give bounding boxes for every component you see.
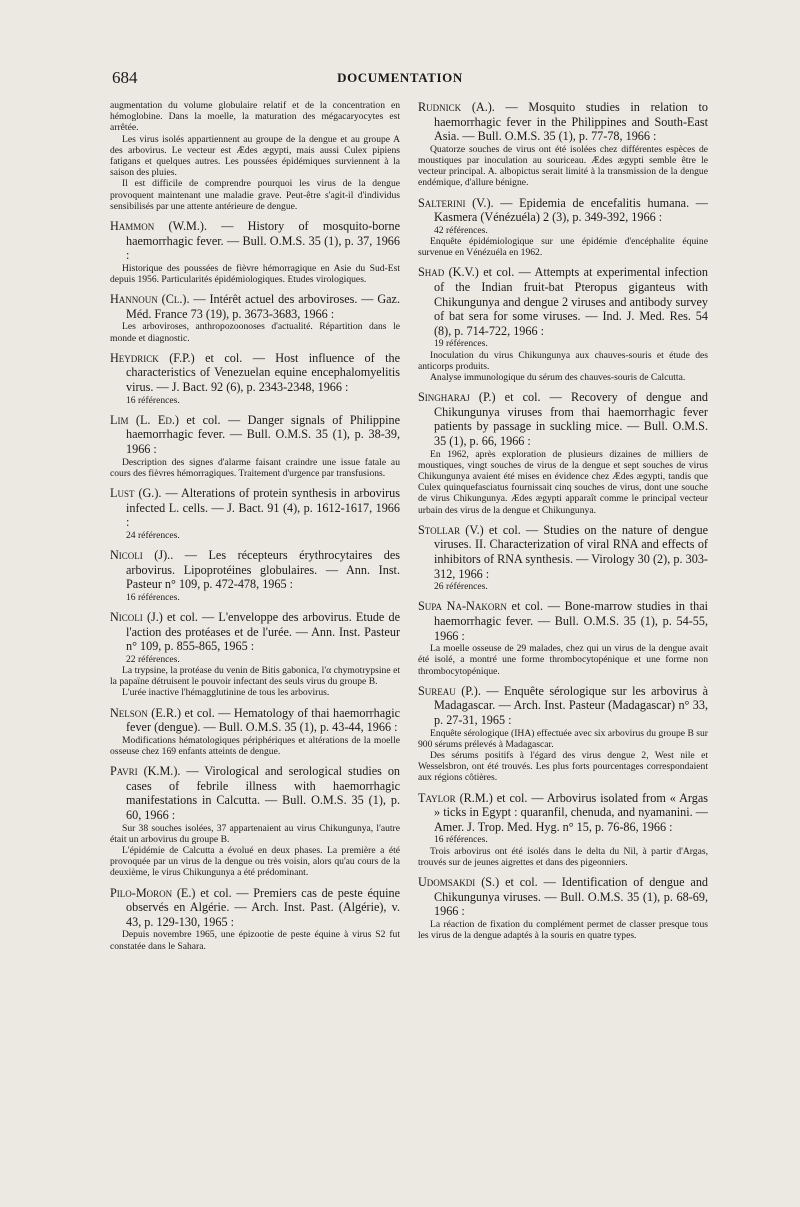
entry-title: et col. — Premiers cas de peste équine observés en Algérie. — Arch. Inst. Past. (Algérie), v. 43, p. 129-130, 1965 : bbox=[126, 885, 401, 929]
bibliography-entry bbox=[418, 684, 708, 784]
entry-abstract: En 1962, après exploration de plusieurs dizaines de milliers de moustiques, vingt souches de virus de la dengue et sept souches de virus Chikungunya avaient été mises en évidence chez Ædes ægypti, tandis que Culex quinquefasciatus fournissait cinq souches de virus, dont une souche de virus Chikungunya. Ædes ægypti apparaît comme le principal vecteur urbain des virus de la dengue et Chikungunya. bbox=[418, 448, 708, 516]
bibliography-entry bbox=[418, 791, 708, 868]
continuation-paragraph: Il est difficile de comprendre pourquoi les virus de la dengue provoquent maintenant une maladie grave. Peut-être s'agit-il d'individus sensibilisés par une attente antérieure de dengue. bbox=[110, 178, 400, 212]
continuation-paragraph: Les virus isolés appartiennent au groupe de la dengue et au groupe A des arbovirus. Le vecteur est Ædes ægypti, mais aussi Culex pipiens fatigans et quelques autres. Les poussées épidémiques surviennent à la saison des pluies. bbox=[110, 133, 400, 179]
entry-title: et col. — Studies on the nature of dengue viruses. II. Characterization of viral RNA and effects of inhibitors of RNA synthesis. — Virology 30 (2), p. 303-312, 1966 : bbox=[434, 522, 708, 581]
entry-references: 19 références. bbox=[434, 338, 488, 350]
entry-abstract: Sur 38 souches isolées, 37 appartenaient au virus Chikungunya, l'autre était un arbovirus du groupe B. bbox=[110, 822, 400, 845]
entry-author: Udomsakdi (S.) bbox=[418, 874, 500, 889]
entry-references: 16 références. bbox=[126, 591, 180, 603]
entry-abstract: La réaction de fixation du complément permet de classer presque tous les virus de la dengue adaptés à la souris en quatre types. bbox=[418, 918, 708, 941]
bibliography-entry bbox=[110, 219, 400, 285]
entry-citation bbox=[418, 791, 708, 835]
entry-abstract: Enquête sérologique (IHA) effectuée avec six arbovirus du groupe B sur 900 sérums prélevés à Madagascar. bbox=[418, 727, 708, 750]
entry-citation bbox=[110, 413, 400, 457]
entry-title: — Intérêt actuel des arboviroses. — Gaz. Méd. France 73 (19), p. 3673-3683, 1966 : bbox=[126, 292, 401, 321]
entry-title: — History of mosquito-borne haemorrhagic fever. — Bull. O.M.S. 35 (1), p. 37, 1966 : bbox=[126, 219, 400, 263]
entry-citation bbox=[110, 886, 400, 930]
entry-author: Shad (K.V.) bbox=[418, 265, 479, 280]
bibliography-entry bbox=[110, 292, 400, 344]
entry-citation bbox=[418, 523, 708, 581]
entry-abstract: Quatorze souches de virus ont été isolées chez différentes espèces de moustiques par inoculation au souriceau. Ædes ægypti semble être le vecteur principal. A. albopictus serait limité à la transmission de la dengue endémique, d'allure bénigne. bbox=[418, 143, 708, 189]
bibliography-entry bbox=[110, 764, 400, 878]
bibliography-entry bbox=[418, 599, 708, 676]
entry-abstract: Analyse immunologique du sérum des chauves-souris de Calcutta. bbox=[430, 371, 686, 383]
entry-citation bbox=[110, 610, 400, 654]
entry-abstract: Trois arbovirus ont été isolés dans le delta du Nil, à partir d'Argas, trouvés sur de jeunes aigrettes et dans des pigeonniers. bbox=[418, 845, 708, 868]
entry-author: Nicoli (J).. bbox=[110, 547, 174, 562]
entry-citation bbox=[110, 486, 400, 530]
entry-author: Hammon (W.M.). bbox=[110, 219, 208, 234]
running-head: DOCUMENTATION bbox=[337, 70, 463, 85]
entry-references: 24 références. bbox=[126, 529, 180, 541]
bibliography-entry bbox=[418, 196, 708, 259]
entry-abstract: Description des signes d'alarme faisant craindre une issue fatale au cours des fièvres hémorragiques. Traitement d'urgence par transfusions. bbox=[110, 456, 400, 479]
entry-author: Pavri (K.M.). bbox=[110, 764, 181, 779]
entry-abstract: Inoculation du virus Chikungunya aux chauves-souris et étude des anticorps produits. bbox=[418, 349, 708, 372]
entry-author: Nelson (E.R.) bbox=[110, 705, 182, 720]
bibliography-entry bbox=[110, 610, 400, 699]
entry-citation bbox=[418, 100, 708, 144]
entry-title: et col. — Arbovirus isolated from « Argas » ticks in Egypt : quaranfil, chenuda, and nyamanini. — Amer. J. Trop. Med. Hyg. n° 15, p. 76-86, 1966 : bbox=[434, 790, 709, 834]
entry-abstract: Depuis novembre 1965, une épizootie de peste équine à virus S2 fut constatée dans le Sahara. bbox=[110, 929, 400, 952]
entry-title: — Virological and serological studies on cases of febrile illness with haemorrhagic manifestations in Calcutta. — Bull. O.M.S. 35 (1), p. 60, 1966 : bbox=[126, 764, 401, 822]
entry-references: 42 références. bbox=[434, 224, 488, 236]
entry-citation bbox=[110, 292, 400, 321]
entry-title: et col. — Hematology of thai haemorrhagic fever (dengue). — Bull. O.M.S. 35 (1), p. 43-44, 1966 : bbox=[126, 705, 400, 735]
page-number: 684 bbox=[112, 68, 138, 87]
bibliography-entry bbox=[110, 351, 400, 406]
left-column bbox=[110, 100, 400, 959]
entry-author: Supa Na-Nakorn bbox=[418, 599, 507, 614]
right-column bbox=[418, 100, 708, 948]
entry-abstract: La trypsine, la protéase du venin de Bitis gabonica, l'α chymotrypsine et la papaïne détruisent le pouvoir infectant des seuls virus du groupe B. bbox=[110, 664, 400, 688]
entry-references: 16 références. bbox=[126, 394, 180, 406]
left-entries-list bbox=[110, 219, 400, 952]
entry-title: et col. — L'enveloppe des arbovirus. Etude de l'action des protéases et de l'urée. — Ann. Inst. Pasteur n° 109, p. 855-865, 1965 : bbox=[126, 609, 400, 654]
entry-citation bbox=[418, 684, 708, 728]
entry-author: Lust (G.). bbox=[110, 485, 162, 500]
entry-author: Salterini (V.). bbox=[418, 195, 494, 210]
bibliography-entry bbox=[110, 413, 400, 479]
continuation-text bbox=[110, 100, 400, 212]
entry-abstract: La moelle osseuse de 29 malades, chez qui un virus de la dengue avait été isolé, a montré une forme thrombocytopénique et une forme non thrombocytopénique. bbox=[418, 643, 708, 677]
bibliography-entry bbox=[418, 100, 708, 189]
entry-abstract: Les arboviroses, anthropozoonoses d'actualité. Répartition dans le monde et diagnostic. bbox=[110, 321, 400, 344]
entry-abstract: Des sérums positifs à l'égard des virus dengue 2, West nile et Wesselsbron, ont été trouvés. Les plus forts pourcentages correspondaient aux régions côtières. bbox=[418, 749, 708, 784]
entry-author: Lim (L. Ed.) bbox=[110, 412, 179, 427]
entry-title: et col. — Identification of dengue and Chikungunya viruses. — Bull. O.M.S. 35 (1), p. 68-69, 1966 : bbox=[434, 874, 709, 919]
entry-author: Hannoun (Cl.). bbox=[110, 292, 190, 307]
entry-title: — Les récepteurs érythrocytaires des arbovirus. Lipoprotéines globulaires. — Ann. Inst. Pasteur n° 109, p. 472-478, 1965 : bbox=[126, 547, 401, 592]
entry-citation bbox=[418, 875, 708, 919]
entry-title: et col. — Recovery of dengue and Chikungunya viruses from thai haemorrhagic fever patients by passage in suckling mice. — Bull. O.M.S. 35 (1), p. 66, 1966 : bbox=[434, 390, 709, 448]
entry-citation bbox=[418, 265, 708, 338]
entry-author: Rudnick (A.). bbox=[418, 100, 495, 114]
entry-author: Heydrick (F.P.) bbox=[110, 350, 195, 365]
bibliography-entry bbox=[110, 486, 400, 541]
entry-citation bbox=[110, 764, 400, 822]
continuation-paragraph: augmentation du volume globulaire relatif et de la concentration en hémoglobine. Dans la moelle, la maturation des mégacaryocytes est arrêtée. bbox=[110, 100, 400, 134]
entry-references: 26 références. bbox=[434, 581, 488, 593]
bibliography-entry bbox=[110, 886, 400, 952]
entry-citation bbox=[110, 219, 400, 263]
bibliography-entry bbox=[418, 875, 708, 941]
bibliography-entry bbox=[418, 390, 708, 516]
entry-title: — Enquête sérologique sur les arbovirus à Madagascar. — Arch. Inst. Pasteur (Madagascar) n° 33, p. 27-31, 1965 : bbox=[434, 683, 709, 727]
entry-author: Singharaj (P.) bbox=[418, 390, 496, 405]
entry-title: et col. — Attempts at experimental infection of the Indian fruit-bat Pteropus giganteus with Chikungunya and dengue 2 viruses and antibody survey of bat sera for some viruses. — Ind. J. Med. Res. 54 (8), p. 714-722, 1966 : bbox=[434, 265, 708, 338]
entry-abstract: L'épidémie de Calcutta a évolué en deux phases. La première a été provoquée par un virus de la dengue ou très voisin, alors qu'au cours de la deuxième, le virus Chikungunya a été prédominant. bbox=[110, 844, 400, 879]
entry-title: — Alterations of protein synthesis in arbovirus infected L. cells. — J. Bact. 91 (4), p. 1612-1617, 1966 : bbox=[126, 485, 401, 530]
bibliography-entry bbox=[110, 706, 400, 758]
entry-title: — Mosquito studies in relation to haemorrhagic fever in the Philippines and South-East Asia. — Bull. O.M.S. 35 (1), p. 77-78, 1966 : bbox=[434, 100, 709, 144]
entry-author: Nicoli (J.) bbox=[110, 609, 163, 624]
entry-author: Stollar (V.) bbox=[418, 522, 484, 537]
entry-citation bbox=[418, 390, 708, 448]
bibliography-entry bbox=[110, 548, 400, 603]
entry-abstract: Historique des poussées de fièvre hémorragique en Asie du Sud-Est depuis 1956. Particularités épidémiologiques. Etudes virologiques. bbox=[110, 262, 400, 286]
entry-abstract: L'urée inactive l'hémagglutinine de tous les arbovirus. bbox=[122, 687, 330, 699]
entry-abstract: Enquête épidémiologique sur une épidémie d'encéphalite équine survenue en Vénézuéla en 1962. bbox=[418, 235, 708, 259]
entry-author: Taylor (R.M.) bbox=[418, 790, 493, 805]
entry-title: — Epidemia de encefalitis humana. — Kasmera (Vénézuéla) 2 (3), p. 349-392, 1966 : bbox=[434, 195, 708, 225]
entry-references: 22 références. bbox=[126, 653, 180, 665]
entry-title: et col. — Bone-marrow studies in thai haemorrhagic fever. — Bull. O.M.S. 35 (1), p. 54-55, 1966 : bbox=[434, 599, 709, 643]
entry-citation bbox=[418, 599, 708, 643]
bibliography-entry bbox=[418, 265, 708, 383]
page-header bbox=[112, 68, 688, 92]
entry-citation bbox=[418, 196, 708, 225]
entry-references: 16 références. bbox=[434, 834, 488, 846]
entry-citation bbox=[110, 548, 400, 592]
entry-title: et col. — Host influence of the characteristics of Venezuelan equine encephalomyelitis virus. — J. Bact. 92 (6), p. 2343-2348, 1966 : bbox=[126, 350, 401, 394]
right-entries-list bbox=[418, 100, 708, 941]
entry-title: et col. — Danger signals of Philippine haemorrhagic fever. — Bull. O.M.S. 35 (1), p. 38-39, 1966 : bbox=[126, 412, 401, 456]
bibliography-entry bbox=[418, 523, 708, 593]
entry-abstract: Modifications hématologiques périphériques et altérations de la moelle osseuse chez 169 enfants atteints de dengue. bbox=[110, 734, 400, 757]
entry-author: Sureau (P.). bbox=[418, 683, 481, 698]
entry-author: Pilo-Moron (E.) bbox=[110, 885, 196, 900]
entry-citation bbox=[110, 706, 400, 735]
entry-citation bbox=[110, 351, 400, 395]
